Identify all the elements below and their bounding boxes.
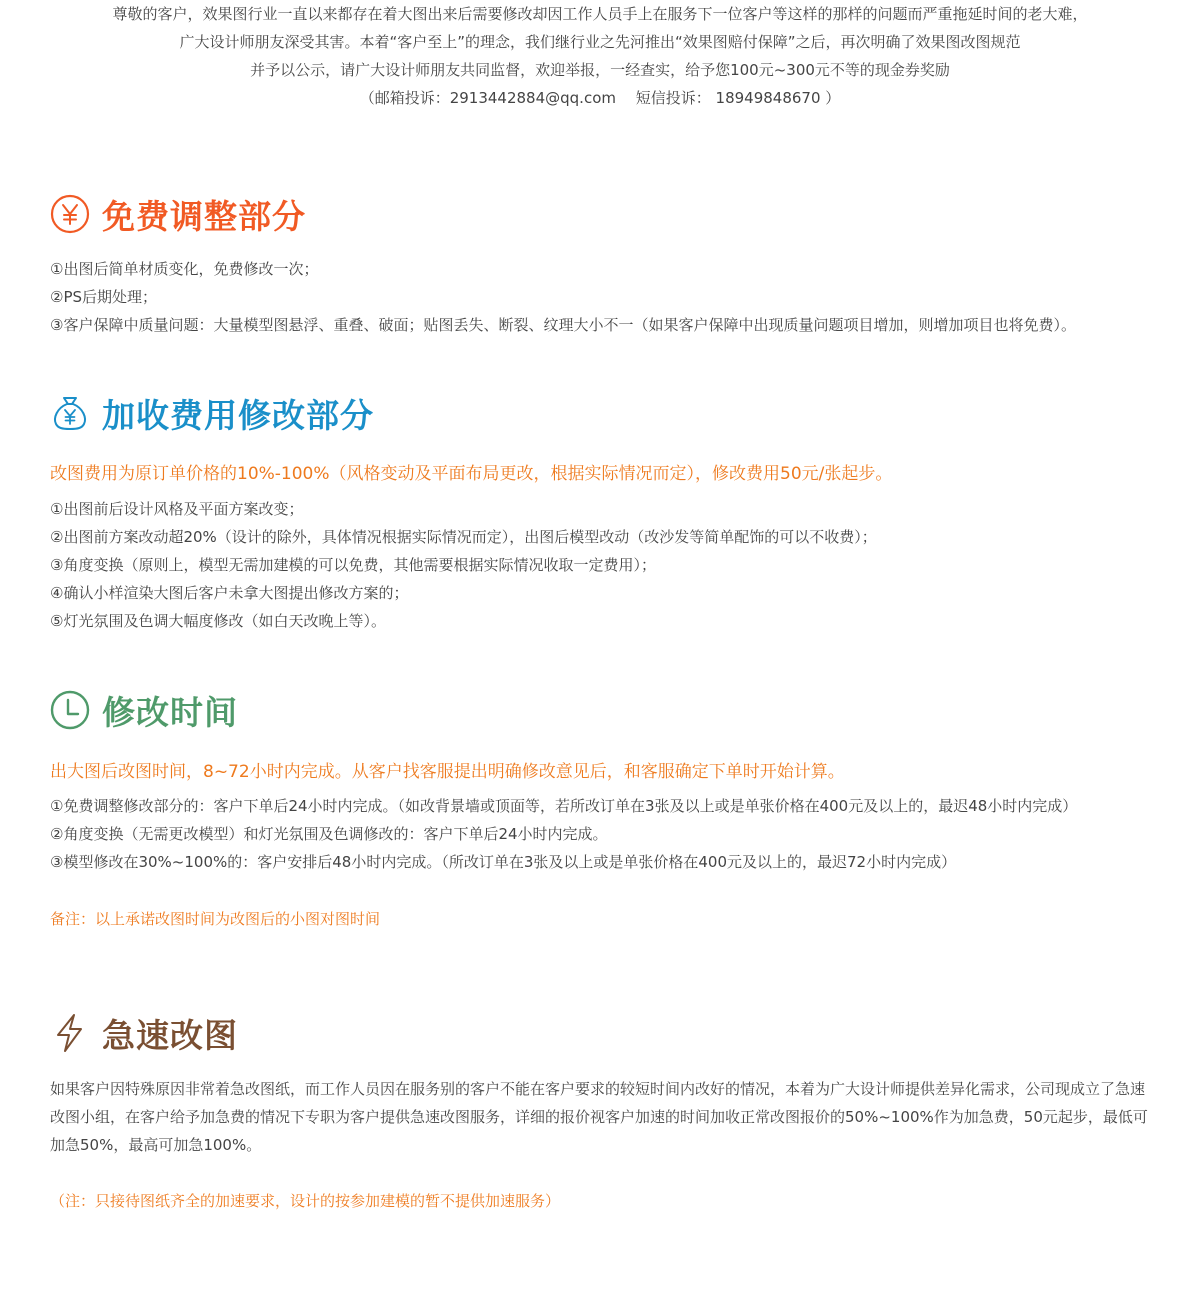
paid-section-header <box>50 391 374 435</box>
list-item: ⑤灯光氛围及色调大幅度修改（如白天改晚上等）。 <box>50 612 386 630</box>
list-item: ④确认小样渲染大图后客户未拿大图提出修改方案的； <box>50 584 409 602</box>
rush-note: （注：只接待图纸齐全的加速要求，设计的按参加建模的暂不提供加速服务） <box>50 1192 561 1210</box>
intro-line-2: 广大设计师朋友深受其害。本着“客户至上”的理念，我们继行业之先河推出“效果图赔付保障”之后，再次明确了效果图改图规范 <box>179 33 1021 51</box>
intro-line-3: 并予以公示，请广大设计师朋友共同监督，欢迎举报，一经查实，给予您100元~300元不等的现金券奖励 <box>250 61 950 79</box>
list-item: ①免费调整修改部分的：客户下单后24小时内完成。（如改背景墙或顶面等，若所改订单在3张及以上或是单张价格在400元及以上的，最迟48小时内完成） <box>50 797 1078 815</box>
list-item: ③客户保障中质量问题：大量模型图悬浮、重叠、破面；贴图丢失、断裂、纹理大小不一（如果客户保障中出现质量问题项目增加，则增加项目也将免费）。 <box>50 316 1076 334</box>
intro-line-4: （邮箱投诉：2913442884@qq.com 短信投诉： 18949848670 ） <box>359 89 841 107</box>
clock-icon <box>50 690 90 730</box>
list-item: ②出图前方案改动超20%（设计的除外，具体情况根据实际情况而定），出图后模型改动（改沙发等简单配饰的可以不收费）； <box>50 528 877 546</box>
yen-circle-icon <box>50 194 90 234</box>
intro-line-1: 尊敬的客户，效果图行业一直以来都存在着大图出来后需要修改却因工作人员手上在服务下一位客户等这样的那样的问题而严重拖延时间的老大难， <box>112 5 1088 23</box>
money-bag-icon <box>50 393 90 433</box>
free-section-header <box>50 192 306 236</box>
rush-section-title: 急速改图 <box>102 1015 238 1055</box>
rush-paragraph: 如果客户因特殊原因非常着急改图纸，而工作人员因在服务别的客户不能在客户要求的较短时间内改好的情况，本着为广大设计师提供差异化需求，公司现成立了急速改图小组，在客户给予加急费的情况下专职为客户提供急速改图服务，详细的报价视客户加速的时间加收正常改图报价的50%~100%作为加急费，50元起步，最低可加急50%，最高可加急100%。 <box>50 1080 1148 1154</box>
time-items-list <box>50 792 1077 876</box>
free-items-list <box>50 255 1076 339</box>
free-section-title: 免费调整部分 <box>102 196 306 236</box>
time-section-title: 修改时间 <box>102 692 238 732</box>
list-item: ②PS后期处理； <box>50 288 158 306</box>
list-item: ③模型修改在30%~100%的：客户安排后48小时内完成。（所改订单在3张及以上或是单张价格在400元及以上的，最迟72小时内完成） <box>50 853 957 871</box>
paid-section-title: 加收费用修改部分 <box>102 395 374 435</box>
time-section-header <box>50 688 238 732</box>
paid-fee-highlight: 改图费用为原订单价格的10%-100%（风格变动及平面布局更改，根据实际情况而定），修改费用50元/张起步。 <box>50 464 893 484</box>
time-note: 备注：以上承诺改图时间为改图后的小图对图时间 <box>50 910 381 928</box>
rush-section-header <box>50 1011 238 1055</box>
list-item: ③角度变换（原则上，模型无需加建模的可以免费，其他需要根据实际情况收取一定费用）； <box>50 556 656 574</box>
list-item: ①出图前后设计风格及平面方案改变； <box>50 500 304 518</box>
list-item: ①出图后简单材质变化，免费修改一次； <box>50 260 319 278</box>
lightning-icon <box>50 1013 90 1053</box>
list-item: ②角度变换（无需更改模型）和灯光氛围及色调修改的：客户下单后24小时内完成。 <box>50 825 608 843</box>
time-highlight: 出大图后改图时间，8~72小时内完成。从客户找客服提出明确修改意见后，和客服确定下单时开始计算。 <box>50 762 845 782</box>
paid-items-list <box>50 495 877 635</box>
intro-notice <box>0 0 1200 112</box>
